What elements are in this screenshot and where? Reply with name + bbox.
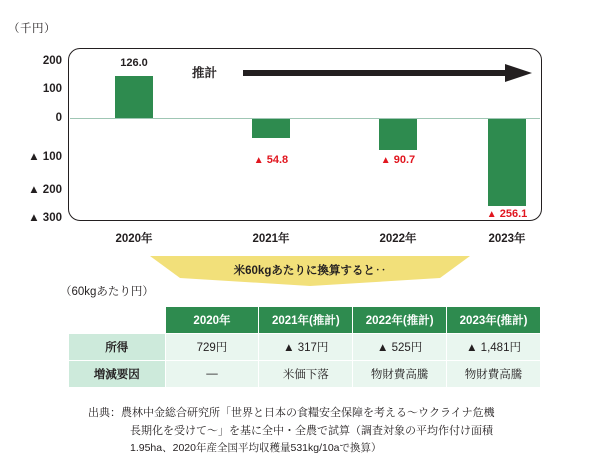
y-tick-0: 0 (55, 112, 62, 124)
bar-2021 (252, 119, 290, 138)
down-triangle-icon: ▲ (486, 209, 497, 220)
conversion-banner-text: 米60kgあたりに換算すると‥ (233, 265, 387, 277)
bar-label-2021: ▲ 54.8 (253, 154, 289, 166)
source-note-line1: 出典：農林中金総合研究所「世界と日本の食糧安全保障を考える～ウクライナ危機 (88, 407, 495, 419)
trend-annotation-label: 推計 (192, 66, 218, 80)
table-header (69, 307, 541, 334)
table-header-2021: 2021年(推計) (259, 307, 353, 334)
table-header-2023: 2023年(推計) (447, 307, 541, 334)
bar-2022 (379, 119, 417, 150)
y-tick-neg200: ▲ 200 (28, 184, 62, 196)
cell-income-2020: 729円 (165, 334, 259, 361)
bar-2023 (488, 119, 526, 206)
table-unit-label: （60kgあたり円） (60, 286, 154, 298)
cell-income-2022: ▲ 525円 (353, 334, 447, 361)
table-header-row (69, 307, 541, 334)
cell-factor-2020: — (165, 361, 259, 388)
x-tick-2022: 2022年 (379, 233, 417, 245)
source-note-line3: 1.95ha、2020年産全国平均収穫量531kg/10aで換算） (130, 442, 382, 455)
cell-factor-2022: 物財費高騰 (353, 361, 447, 388)
zero-baseline (70, 118, 540, 119)
x-tick-2021: 2021年 (252, 233, 290, 245)
table-row (69, 361, 541, 388)
x-tick-2020: 2020年 (115, 233, 153, 245)
table-body (69, 334, 541, 388)
bar-label-2023: ▲ 256.1 (486, 208, 528, 220)
conversion-banner (150, 256, 470, 286)
y-tick-200: 200 (42, 55, 62, 67)
bar-2020 (115, 76, 153, 118)
trend-arrow-icon (243, 64, 533, 87)
x-tick-2023: 2023年 (488, 233, 526, 245)
bar-label-2020: 126.0 (120, 57, 148, 69)
y-tick-100: 100 (42, 83, 62, 95)
row-label-factor: 増減要因 (69, 361, 166, 388)
cell-income-2023: ▲ 1,481円 (447, 334, 541, 361)
bar-label-2022: ▲ 90.7 (380, 154, 416, 166)
source-note (88, 404, 558, 458)
source-note-line2: 長期化を受けて～」を基に全中・全農で試算（調査対象の平均作付け面積 (130, 425, 493, 438)
table-header-2020: 2020年 (165, 307, 259, 334)
cell-income-2021: ▲ 317円 (259, 334, 353, 361)
y-axis-unit-label: （千円） (8, 23, 56, 35)
cell-factor-2021: 米価下落 (259, 361, 353, 388)
table-row (69, 334, 541, 361)
y-tick-neg300: ▲ 300 (28, 212, 62, 224)
table-corner-cell (69, 307, 166, 334)
table-header-2022: 2022年(推計) (353, 307, 447, 334)
income-table (68, 306, 541, 388)
y-tick-neg100: ▲ 100 (28, 151, 62, 163)
down-triangle-icon: ▲ (253, 155, 264, 166)
down-triangle-icon: ▲ (380, 155, 391, 166)
cell-factor-2023: 物財費高騰 (447, 361, 541, 388)
row-label-income: 所得 (69, 334, 166, 361)
